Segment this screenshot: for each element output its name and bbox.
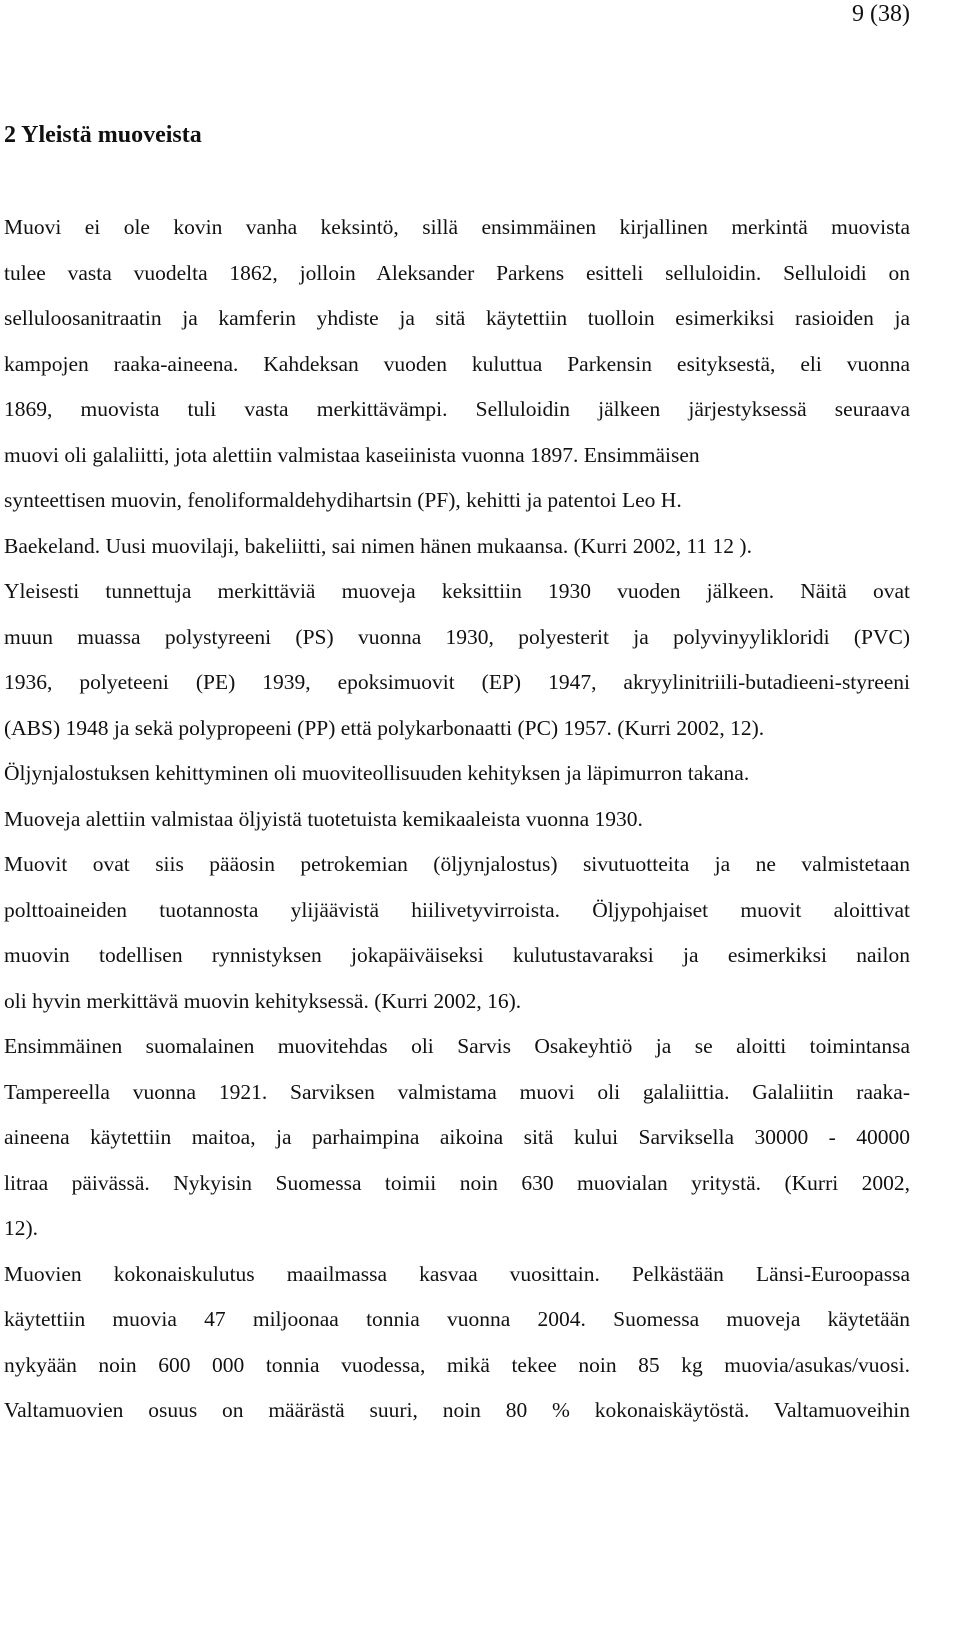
paragraph-known-plastics	[4, 569, 910, 751]
text-line: nykyään noin 600 000 tonnia vuodessa, mikä tekee noin 85 kg muovia/asukas/vuosi.	[4, 1352, 910, 1377]
text-line: muovin todellisen rynnistyksen jokapäiväiseksi kulutustavaraksi ja esimerkiksi nailon	[4, 943, 910, 967]
paragraph-oil-refining	[4, 751, 910, 1024]
page-number: 9 (38)	[852, 1, 910, 27]
text-line: Muoveja alettiin valmistaa öljyistä tuotetuista kemikaaleista vuonna 1930.	[4, 806, 643, 831]
text-line: muun muassa polystyreeni (PS) vuonna 1930, polyesterit ja polyvinyylikloridi (PVC)	[4, 624, 910, 649]
text-line: Baekeland. Uusi muovilaji, bakeliitti, sai nimen hänen mukaansa. (Kurri 2002, 11 12 ).	[4, 533, 752, 558]
paragraph-history	[4, 205, 910, 569]
text-line: 1869, muovista tuli vasta merkittävämpi. Selluloidin jälkeen järjestyksessä seuraava	[4, 397, 910, 421]
text-line: selluloosanitraatin ja kamferin yhdiste ja sitä käytettiin tuolloin esimerkiksi rasioiden ja	[4, 306, 910, 330]
text-line: 12).	[4, 1216, 39, 1240]
document-body	[4, 120, 910, 1434]
text-line: Muovien kokonaiskulutus maailmassa kasvaa vuosittain. Pelkästään Länsi-Euroopassa	[4, 1261, 910, 1286]
text-line: Muovi ei ole kovin vanha keksintö, sillä ensimmäinen kirjallinen merkintä muovista	[4, 215, 910, 239]
text-line: (ABS) 1948 ja sekä polypropeeni (PP) että polykarbonaatti (PC) 1957. (Kurri 2002, 12).	[4, 715, 765, 740]
text-line: Yleisesti tunnettuja merkittäviä muoveja keksittiin 1930 vuoden jälkeen. Näitä ovat	[4, 579, 910, 603]
text-line: tulee vasta vuodelta 1862, jolloin Aleksander Parkens esitteli selluloidin. Selluloidi on	[4, 260, 910, 285]
text-line: 1936, polyeteeni (PE) 1939, epoksimuovit (EP) 1947, akryylinitriili-butadieeni-styreeni	[4, 670, 910, 694]
text-line: Valtamuovien osuus on määrästä suuri, noin 80 % kokonaiskäytöstä. Valtamuoveihin	[4, 1398, 910, 1422]
text-line: oli hyvin merkittävä muovin kehityksessä. (Kurri 2002, 16).	[4, 988, 522, 1013]
text-line: litraa päivässä. Nykyisin Suomessa toimii noin 630 muovialan yritystä. (Kurri 2002,	[4, 1170, 910, 1195]
text-line: polttoaineiden tuotannosta ylijäävistä hiilivetyvirroista. Öljypohjaiset muovit aloittivat	[4, 897, 910, 922]
text-line: Öljynjalostuksen kehittyminen oli muoviteollisuuden kehityksen ja läpimurron takana.	[4, 761, 750, 785]
paragraph-finnish-factory	[4, 1024, 910, 1252]
text-line: käytettiin muovia 47 miljoonaa tonnia vuonna 2004. Suomessa muoveja käytetään	[4, 1307, 910, 1331]
section-heading: 2 Yleistä muoveista	[4, 122, 202, 148]
text-line: Muovit ovat siis pääosin petrokemian (öljynjalostus) sivutuotteita ja ne valmistetaan	[4, 852, 910, 876]
paragraph-consumption	[4, 1252, 910, 1434]
text-line: muovi oli galaliitti, jota alettiin valmistaa kaseiinista vuonna 1897. Ensimmäisen	[4, 442, 700, 467]
text-line: aineena käytettiin maitoa, ja parhaimpina aikoina sitä kului Sarviksella 30000 - 40000	[4, 1125, 910, 1149]
text-line: Tampereella vuonna 1921. Sarviksen valmistama muovi oli galaliittia. Galaliitin raaka-	[4, 1079, 910, 1104]
text-line: kampojen raaka-aineena. Kahdeksan vuoden kuluttua Parkensin esityksestä, eli vuonna	[4, 351, 910, 376]
text-line: synteettisen muovin, fenoliformaldehydihartsin (PF), kehitti ja patentoi Leo H.	[4, 488, 682, 512]
text-line: Ensimmäinen suomalainen muovitehdas oli Sarvis Osakeyhtiö ja se aloitti toimintansa	[4, 1034, 910, 1058]
